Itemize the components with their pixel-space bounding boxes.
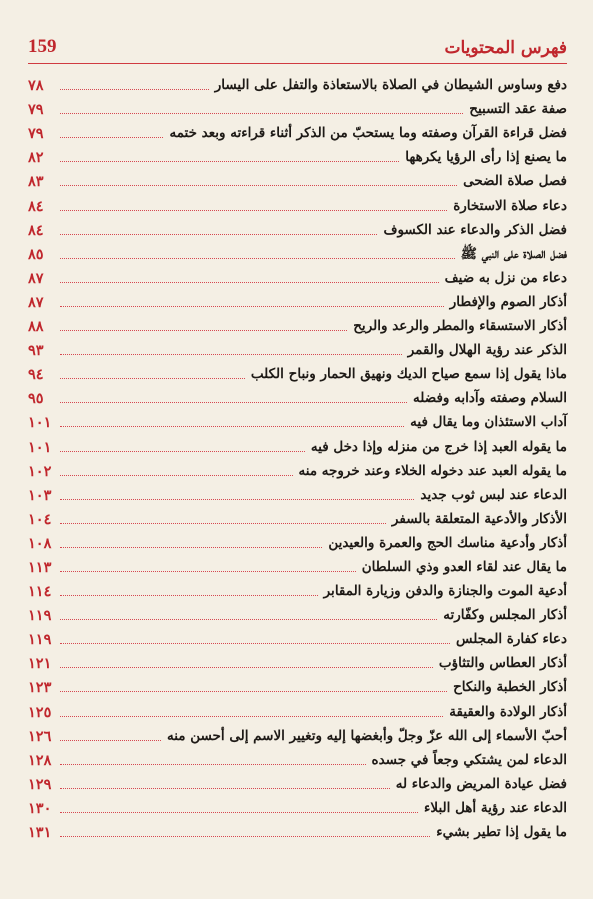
toc-entry-title: دعاء كفارة المجلس xyxy=(456,631,567,648)
toc-entry-title: دعاء صلاة الاستخارة xyxy=(453,197,567,214)
toc-entry[interactable] xyxy=(28,697,567,721)
toc-entry[interactable] xyxy=(28,746,567,770)
toc-entry[interactable] xyxy=(28,384,567,408)
toc-entry-page: ٧٨ xyxy=(28,77,44,95)
toc-entry-title: ماذا يقول إذا سمع صياح الديك ونهيق الحمار ونباح الكلب xyxy=(250,366,567,383)
toc-entry[interactable] xyxy=(28,143,567,167)
toc-entry[interactable] xyxy=(28,481,567,505)
dot-leader xyxy=(60,763,366,765)
dot-leader xyxy=(60,594,318,596)
dot-leader xyxy=(60,498,414,500)
toc-entry-title: فضل الصلاة على النبي ﷺ xyxy=(460,245,567,262)
toc-entry[interactable] xyxy=(28,673,567,697)
toc-entry[interactable] xyxy=(28,722,567,746)
toc-entry-page: ٩٤ xyxy=(28,366,44,384)
dot-leader xyxy=(60,811,418,813)
dot-leader xyxy=(60,281,439,283)
toc-entry-page: ١٢٨ xyxy=(28,751,52,769)
toc-entry-title: ما يقول إذا تطير بشيء xyxy=(436,824,567,840)
dot-leader xyxy=(60,329,347,331)
toc-entry[interactable] xyxy=(28,529,567,553)
toc-entry[interactable] xyxy=(28,216,567,240)
toc-entry-title: الدعاء لمن يشتكي وجعاً في جسده xyxy=(371,751,567,768)
toc-entry-page: ٨٤ xyxy=(28,221,44,239)
toc-entry-page: ٨٢ xyxy=(28,149,44,167)
toc-entry[interactable] xyxy=(28,601,567,625)
dot-leader xyxy=(60,353,402,355)
dot-leader xyxy=(60,787,390,789)
toc-entry[interactable] xyxy=(28,264,567,288)
toc-entry-page: ١٠١ xyxy=(28,414,52,432)
toc-entry-title: أذكار الخطبة والنكاح xyxy=(453,679,567,696)
toc-entry-title: الدعاء عند رؤية أهل البلاء xyxy=(424,799,567,816)
toc-entry-title: ما يقوله العبد إذا خرج من منزله وإذا دخل فيه xyxy=(310,438,567,455)
dot-leader xyxy=(60,401,407,403)
toc-entry-title: دعاء من نزل به ضيف xyxy=(444,269,567,286)
section-title: فهرس المحتويات xyxy=(444,38,567,58)
toc-entry-title: أحبّ الأسماء إلى الله عزّ وجلّ وأبغضها إليه وتغيير الاسم إلى أحسن منه xyxy=(166,727,567,744)
toc-entry-title: الأذكار والأدعية المتعلقة بالسفر xyxy=(391,510,567,527)
toc-entry-page: ١٠٣ xyxy=(28,486,52,504)
toc-entry-title: أذكار الصوم والإفطار xyxy=(449,293,567,310)
toc-entry-page: ٨٧ xyxy=(28,293,44,311)
dot-leader xyxy=(60,666,433,668)
toc-entry[interactable] xyxy=(28,408,567,432)
toc-entry-page: ٧٩ xyxy=(28,125,44,143)
toc-entry-page: ١١٩ xyxy=(28,631,52,649)
toc-entry[interactable] xyxy=(28,625,567,649)
table-of-contents xyxy=(28,71,567,842)
toc-entry-page: ١٢٣ xyxy=(28,679,52,697)
dot-leader xyxy=(60,377,245,379)
toc-entry-page: ١٢٩ xyxy=(28,775,52,793)
page-header xyxy=(28,32,567,58)
dot-leader xyxy=(60,618,437,620)
toc-entry-page: ٨٣ xyxy=(28,173,44,191)
toc-entry-page: ١١٤ xyxy=(28,583,52,601)
toc-entry-title: فضل الذكر والدعاء عند الكسوف xyxy=(383,221,567,238)
toc-entry-title: ما يصنع إذا رأى الرؤيا يكرهها xyxy=(405,149,567,166)
toc-entry-title: أذكار الولادة والعقيقة xyxy=(449,703,567,720)
toc-entry-page: ١٠٢ xyxy=(28,462,52,480)
toc-entry-title: ما يقال عند لقاء العدو وذي السلطان xyxy=(361,558,567,575)
dot-leader xyxy=(60,425,404,427)
toc-entry-page: ١٣٠ xyxy=(28,799,52,817)
toc-entry-page: ١٠١ xyxy=(28,438,52,456)
toc-entry-page: ٨٥ xyxy=(28,245,44,263)
toc-entry-page: ١٠٨ xyxy=(28,534,52,552)
dot-leader xyxy=(60,160,399,162)
dot-leader xyxy=(60,136,163,138)
toc-entry-page: ١٢١ xyxy=(28,655,52,673)
toc-entry-title: صفة عقد التسبيح xyxy=(469,101,567,118)
toc-entry[interactable] xyxy=(28,288,567,312)
toc-entry[interactable] xyxy=(28,167,567,191)
toc-entry-page: ١٢٦ xyxy=(28,727,52,745)
toc-entry-title: أذكار وأدعية مناسك الحج والعمرة والعيدين xyxy=(328,534,567,551)
dot-leader xyxy=(60,835,430,837)
toc-entry-title: السلام وصفته وآدابه وفضله xyxy=(413,390,567,407)
toc-entry-title: فضل عيادة المريض والدعاء له xyxy=(395,775,567,792)
toc-entry-title: ما يقوله العبد عند دخوله الخلاء وعند خروجه منه xyxy=(298,462,567,479)
toc-entry-page: ٨٨ xyxy=(28,318,44,336)
toc-entry-title: أذكار العطاس والتثاؤب xyxy=(438,655,567,672)
toc-entry-title: فصل صلاة الضحى xyxy=(463,173,567,190)
dot-leader xyxy=(60,209,447,211)
dot-leader xyxy=(60,112,463,114)
toc-entry-title: الذكر عند رؤية الهلال والقمر xyxy=(407,342,567,359)
dot-leader xyxy=(60,305,444,307)
dot-leader xyxy=(60,257,455,259)
dot-leader xyxy=(60,715,443,717)
toc-entry[interactable] xyxy=(28,191,567,215)
toc-entry[interactable] xyxy=(28,71,567,95)
dot-leader xyxy=(60,642,450,644)
toc-entry[interactable] xyxy=(28,360,567,384)
toc-entry[interactable] xyxy=(28,312,567,336)
dot-leader xyxy=(60,570,356,572)
dot-leader xyxy=(60,690,447,692)
dot-leader xyxy=(60,739,161,741)
toc-entry-page: ١١٩ xyxy=(28,607,52,625)
toc-entry-page: ٨٤ xyxy=(28,197,44,215)
toc-entry-title: أذكار الاستسقاء والمطر والرعد والريح xyxy=(353,318,567,335)
page-number: 159 xyxy=(28,36,57,57)
dot-leader xyxy=(60,233,377,235)
toc-entry-title: آداب الاستئذان وما يقال فيه xyxy=(410,414,567,431)
toc-entry-page: ١٣١ xyxy=(28,824,52,841)
dot-leader xyxy=(60,88,209,90)
toc-entry[interactable] xyxy=(28,794,567,818)
toc-entry-title: دفع وساوس الشيطان في الصلاة بالاستعاذة والتفل على اليسار xyxy=(214,77,567,94)
toc-entry[interactable] xyxy=(28,432,567,456)
toc-entry-title: فضل قراءة القرآن وصفته وما يستحبّ من الذكر أثناء قراءته وبعد ختمه xyxy=(169,125,567,142)
dot-leader xyxy=(60,546,322,548)
toc-entry-title: أدعية الموت والجنازة والدفن وزيارة المقابر xyxy=(323,583,567,600)
toc-entry-page: ٨٧ xyxy=(28,269,44,287)
dot-leader xyxy=(60,522,386,524)
toc-entry[interactable] xyxy=(28,818,567,842)
toc-entry-page: ١٠٤ xyxy=(28,510,52,528)
toc-entry[interactable] xyxy=(28,577,567,601)
toc-entry-title: الدعاء عند لبس ثوب جديد xyxy=(420,486,567,503)
toc-entry[interactable] xyxy=(28,240,567,264)
toc-entry[interactable] xyxy=(28,505,567,529)
toc-entry[interactable] xyxy=(28,553,567,577)
toc-entry[interactable] xyxy=(28,119,567,143)
dot-leader xyxy=(60,450,305,452)
dot-leader xyxy=(60,184,457,186)
toc-entry[interactable] xyxy=(28,457,567,481)
header-rule xyxy=(28,63,567,64)
toc-entry[interactable] xyxy=(28,770,567,794)
dot-leader xyxy=(60,474,293,476)
toc-entry-page: ١٢٥ xyxy=(28,703,52,721)
toc-entry-page: ٩٥ xyxy=(28,390,44,408)
toc-entry-page: ٩٣ xyxy=(28,342,44,360)
toc-entry[interactable] xyxy=(28,649,567,673)
toc-entry-title: أذكار المجلس وكفّارته xyxy=(443,607,567,624)
toc-entry-page: ٧٩ xyxy=(28,101,44,119)
toc-entry-page: ١١٣ xyxy=(28,558,52,576)
toc-entry[interactable] xyxy=(28,336,567,360)
toc-entry[interactable] xyxy=(28,95,567,119)
